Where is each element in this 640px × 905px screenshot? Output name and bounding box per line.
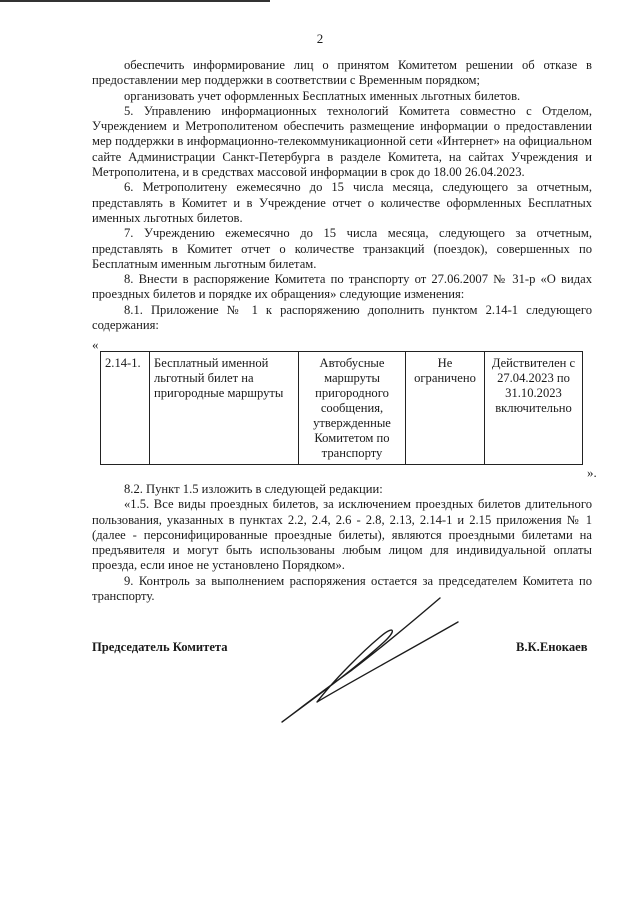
paragraph-item-8: 8. Внести в распоряжение Комитета по транспорту от 27.06.2007 № 31-р «О видах проездных билетов и порядке их обращения» следующие изменения: [92, 272, 592, 302]
signatory-name: В.К.Енокаев [516, 640, 588, 654]
paragraph-item-9: 9. Контроль за выполнением распоряжения остается за председателем Комитета по транспорту. [92, 573, 592, 604]
paragraph-item-6: 6. Метрополитену ежемесячно до 15 числа месяца, следующего за отчетным, представлять в Комитет и в Учреждение отчет о количестве оформленных Бесплатных именных льготных билетов. [92, 180, 592, 225]
paragraph-inform-refusal: обеспечить информирование лиц о принятом Комитетом решении об отказе в предоставлении мер поддержки в соответствии с Временным порядком; [92, 58, 592, 88]
paragraph-item-8-2: 8.2. Пункт 1.5 изложить в следующей редакции: [124, 482, 383, 496]
handwritten-signature [262, 592, 462, 732]
paragraph-item-5: 5. Управлению информационных технологий Комитета совместно с Отделом, Учреждением и Метрополитеном обеспечить размещение информации о предоставлении мер поддержки в информационно-телекоммуникационной сети «Интернет» на официальном сайте Администрации Санкт-Петербурга в разделе Комитета, на сайтах Учреждения и Метрополитена, и в средствах массовой информации в срок до 18.00 26.04.2023. [92, 103, 592, 180]
paragraph-ticket-records: организовать учет оформленных Бесплатных именных льготных билетов. [124, 88, 521, 103]
paragraph-item-1-5: «1.5. Все виды проездных билетов, за исключением проездных билетов длительного пользования, указанных в пунктах 2.2, 2.4, 2.6 - 2.8, 2.13, 2.14-1 и 2.15 приложения № 1 (далее - персонифицированные проездные билеты), являются проездными билетами на предъявителя и могут быть использованы любым лицом для индивидуальной оплаты проезда, если иное не установлено Порядком». [92, 497, 592, 573]
page-number: 2 [316, 31, 324, 46]
text-block-bottom [92, 482, 592, 604]
text-block-top [92, 58, 592, 333]
signatory-role: Председатель Комитета [92, 640, 228, 654]
quote-open: « [92, 337, 99, 352]
quote-close: ». [587, 465, 597, 480]
paragraph-item-8-1: 8.1. Приложение № 1 к распоряжению дополнить пунктом 2.14-1 следующего содержания: [92, 302, 592, 333]
paragraph-item-7: 7. Учреждению ежемесячно до 15 числа месяца, следующего за отчетным, представлять в Комитет отчет о количестве транзакций (поездок), совершенных по Бесплатным именным льготным билетам. [92, 226, 592, 271]
cell-item-number: 2.14-1. [101, 352, 150, 465]
cell-routes: Автобусные маршруты пригородного сообщения, утвержденные Комитетом по транспорту [299, 352, 406, 465]
scan-edge-line [0, 0, 270, 2]
amendment-table [100, 351, 583, 465]
cell-trip-limit: Не ограничено [406, 352, 485, 465]
cell-ticket-name: Бесплатный именной льготный билет на пригородные маршруты [150, 352, 299, 465]
cell-validity: Действителен с 27.04.2023 по 31.10.2023 включительно [485, 352, 583, 465]
table-row [101, 352, 583, 465]
